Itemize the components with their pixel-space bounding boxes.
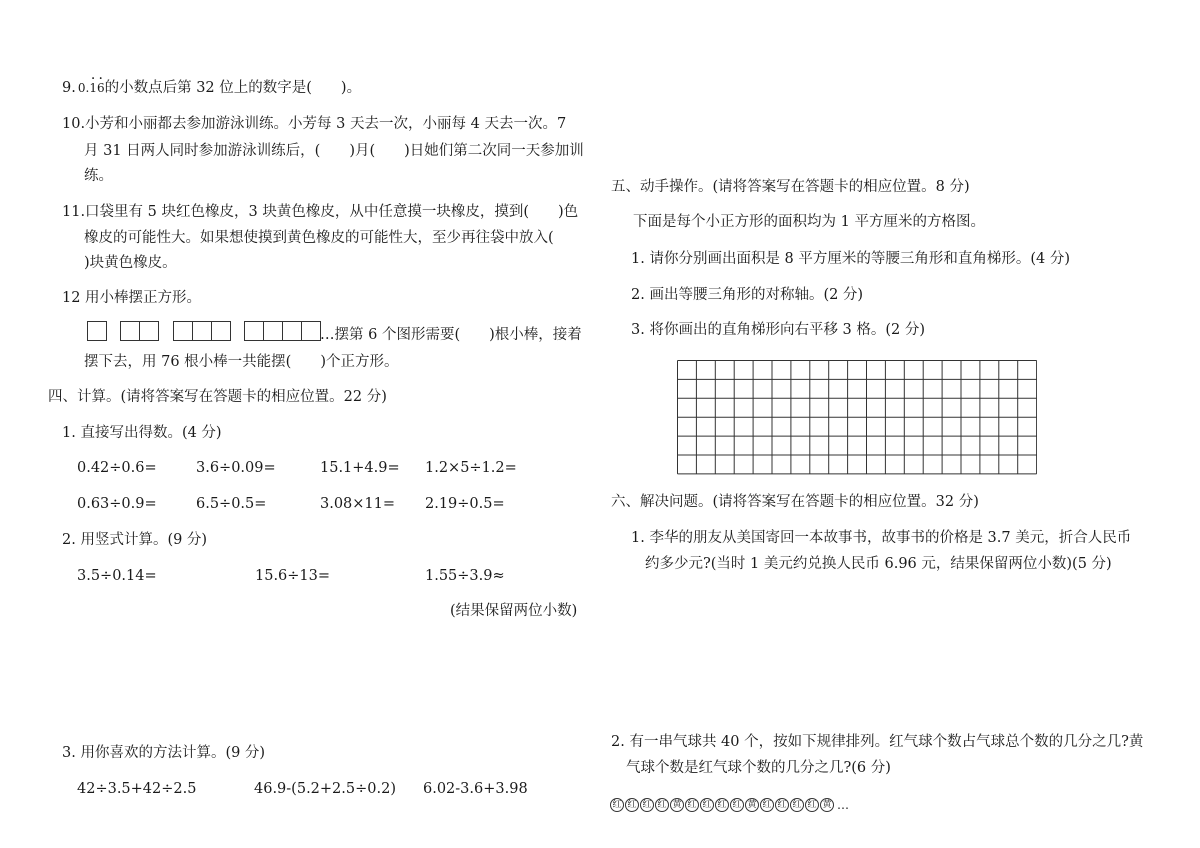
- s5-q3: 3. 将你画出的直角梯形向右平移 3 格。(2 分): [631, 322, 926, 338]
- s6-q2-line-2: 气球个数是红气球个数的几分之几?(6 分): [626, 760, 891, 776]
- s6-q2-line-1: 2. 有一串气球共 40 个，按如下规律排列。红气球个数占气球总个数的几分之几?黄: [611, 734, 1144, 750]
- balloon-4: 红: [655, 798, 669, 812]
- s5-q2: 2. 画出等腰三角形的对称轴。(2 分): [631, 287, 864, 303]
- balloon-ellipsis: …: [837, 798, 849, 812]
- balloon-15: 黄: [820, 798, 834, 812]
- balloon-8: 红: [715, 798, 729, 812]
- balloon-1: 红: [610, 798, 624, 812]
- calc-r1-c4: 1.2×5÷1.2=: [425, 460, 517, 476]
- q10-line-2: 月 31 日两人同时参加游泳训练后，( )月( )日她们第二次同一天参加训: [84, 143, 584, 159]
- vertical-calc-2: 15.6÷13=: [255, 568, 331, 584]
- square-figure-2: [120, 321, 159, 341]
- s4-q2-title: 2. 用竖式计算。(9 分): [62, 532, 208, 548]
- balloon-9: 红: [730, 798, 744, 812]
- section-6-title: 六、解决问题。(请将答案写在答题卡的相应位置。32 分): [611, 494, 979, 510]
- calc-r2-c4: 2.19÷0.5=: [425, 496, 505, 512]
- q11-line-1: 11.口袋里有 5 块红色橡皮，3 块黄色橡皮，从中任意摸一块橡皮，摸到( )色: [62, 204, 579, 220]
- balloon-6: 红: [685, 798, 699, 812]
- calc-r2-c3: 3.08×11=: [320, 496, 396, 512]
- calc-r1-c1: 0.42÷0.6=: [77, 460, 157, 476]
- q10-line-1: 10.小芳和小丽都去参加游泳训练。小芳每 3 天去一次，小丽每 4 天去一次。7: [62, 116, 567, 132]
- calc-r1-c3: 15.1+4.9=: [320, 460, 400, 476]
- q9-repeating-decimal: 0.1 ·6 ·: [78, 81, 105, 95]
- q12-line-1: …摆第 6 个图形需要( )根小棒，接着: [320, 327, 582, 343]
- q12-title: 12 用小棒摆正方形。: [62, 290, 202, 306]
- s6-q1-line-1: 1. 李华的朋友从美国寄回一本故事书，故事书的价格是 3.7 美元，折合人民币: [631, 530, 1132, 546]
- q9-number: 9.: [62, 80, 76, 96]
- balloon-sequence: [610, 798, 849, 812]
- s5-q1: 1. 请你分别画出面积是 8 平方厘米的等腰三角形和直角梯形。(4 分): [631, 251, 1071, 267]
- method-calc-1: 42÷3.5+42÷2.5: [77, 781, 197, 797]
- s4-q3-title: 3. 用你喜欢的方法计算。(9 分): [62, 745, 266, 761]
- q12-line-2: 摆下去，用 76 根小棒一共能摆( )个正方形。: [84, 354, 399, 370]
- balloon-13: 红: [790, 798, 804, 812]
- balloon-7: 红: [700, 798, 714, 812]
- section-4-title: 四、计算。(请将答案写在答题卡的相应位置。22 分): [48, 389, 387, 405]
- method-calc-3: 6.02-3.6+3.98: [423, 781, 528, 797]
- balloon-12: 红: [775, 798, 789, 812]
- vertical-calc-1: 3.5÷0.14=: [77, 568, 157, 584]
- section-5-title: 五、动手操作。(请将答案写在答题卡的相应位置。8 分): [611, 179, 970, 195]
- vertical-calc-3: 1.55÷3.9≈: [425, 568, 505, 584]
- s4-q1-title: 1. 直接写出得数。(4 分): [62, 425, 222, 441]
- q10-line-3: 练。: [84, 168, 113, 184]
- calc-r2-c1: 0.63÷0.9=: [77, 496, 157, 512]
- rounding-note: (结果保留两位小数): [450, 603, 578, 619]
- balloon-5: 黄: [670, 798, 684, 812]
- method-calc-2: 46.9-(5.2+2.5÷0.2): [254, 781, 396, 797]
- s6-q1-line-2: 约多少元?(当时 1 美元约兑换人民币 6.96 元，结果保留两位小数)(5 分): [645, 556, 1112, 572]
- balloon-2: 红: [625, 798, 639, 812]
- balloon-11: 红: [760, 798, 774, 812]
- q11-line-2: 橡皮的可能性大。如果想使摸到黄色橡皮的可能性大，至少再往袋中放入(: [84, 230, 554, 246]
- calc-r1-c2: 3.6÷0.09=: [196, 460, 276, 476]
- square-figure-1: [87, 321, 107, 341]
- q9-text: 的小数点后第 32 位上的数字是( )。: [104, 80, 362, 96]
- calc-r2-c2: 6.5÷0.5=: [196, 496, 267, 512]
- square-figure-4: [244, 321, 321, 341]
- q9: [62, 81, 361, 96]
- q11-line-3: )块黄色橡皮。: [84, 255, 177, 271]
- square-grid[interactable]: [677, 360, 1037, 475]
- balloon-14: 红: [805, 798, 819, 812]
- balloon-10: 黄: [745, 798, 759, 812]
- square-figure-3: [173, 321, 231, 341]
- balloon-3: 红: [640, 798, 654, 812]
- s5-intro: 下面是每个小正方形的面积均为 1 平方厘米的方格图。: [633, 214, 985, 230]
